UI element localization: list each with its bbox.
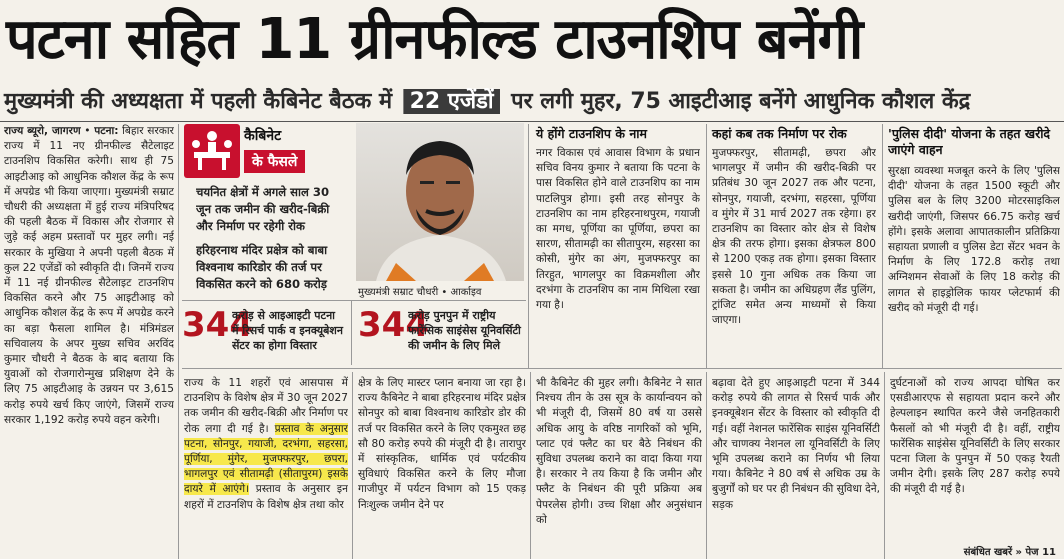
fact-text: करोड़ से आइआइटी पटना में रिसर्च पार्क व इनक्यूबेशन सेंटर का होगा विस्तार [232, 309, 343, 352]
related-news-link[interactable]: संबंधित खबरें » पेज 11 [963, 547, 1056, 558]
body-column: भी कैबिनेट की मुहर लगी। कैबिनेट ने सात निश्चय तीन के उस सूत्र के कार्यान्वयन को भी मंजूरी दी, जिसमें 80 वर्ष या उससे अधिक आयु के वरिष्ठ नागरिकों को भूमि, प्लाट एवं फ्लैट का घर बैठे निबंधन की सुविधा उपलब्ध कराने का वादा किया गया है। सरकार ने तय किया है कि जमीन और फ्लैट के निबंधन की पूरी प्रक्रिया अब पेपरलेस होगी। उच्च शिक्षा और अनुसंधान को [536, 377, 702, 526]
subhead-before: मुख्यमंत्री की अध्यक्षता में पहली कैबिनेट बैठक में [3, 89, 393, 114]
dateline: पटना: [94, 125, 119, 137]
body-column: क्षेत्र के लिए मास्टर प्लान बनाया जा रहा है। राज्य कैबिनेट ने बाबा हरिहरनाथ मंदिर प्रक्षेत्र सोनपुर को बाबा विश्वनाथ कारिडोर डोर की तर्ज पर विकसित करने के लिए एकमुश्त छह सौ 80 करोड़ रुपये की मंजूरी दी है। तारापुर में सांस्कृतिक, धार्मिक एवं पर्यटकीय सुविधाएं विकसित करने के लिए मौजा गाजीपुर में पर्यटन विभाग को 15 एकड़ निःशुल्क जमीन देने पर [358, 377, 526, 511]
cabinet-meeting-icon [184, 124, 240, 178]
body-column [184, 376, 348, 559]
highlighted-text: प्रस्ताव के अनुसार पटना, सोनपुर, गयाजी, दरभंगा, सहरसा, पूर्णिया, मुंगेर, मुजफ्फरपुर, छपरा, भागलपुर एवं सीतामढ़ी (सीतापुरम) इसके दायरे में आएंगे। [184, 422, 348, 496]
body-text: प्रस्ताव के अनुसार इन शहरों में टाउनशिप के विशेष क्षेत्र तथा कोर [184, 483, 348, 511]
lead-article-column: राज्य ब्यूरो, जागरण • पटना: बिहार सरकार राज्य में 11 नए ग्रीनफील्ड सैटेलाइट टाउनशिप विकसित करेगी। साथ ही 75 आइटीआइ को आधुनिक कौशल केंद्र के रूप में अपग्रेड भी किया जाएगा। मुख्यमंत्री सम्राट चौधरी की अध्यक्षता में हुई राज्य मंत्रिपरिषद की पहली बैठक में विकास और रोजगार से जुड़े कई अहम प्रस्तावों पर मुहर लगी। नई सरकार के मुखिया ने अपनी पहली बैठक में कुल 22 एजेंडों को स्वीकृति दी। जिनमें राज्य में 11 नई ग्रीनफील्ड सैटेलाइट टाउनशिप विकसित करने और 75 आइटीआइ को आधुनिक कौशल केंद्र के रूप में अपग्रेड करने का बड़ा फैसला शामिल है। मंत्रिमंडल सचिवालय के अपर मुख्य सचिव अरविंद कुमार चौधरी ने बैठक के बाद बताया कि युवाओं को रोजगारोन्मुख प्रशिक्षण देने के लिए 75 आइटीआइ के उन्नयन पर 3,615 करोड़ रुपये खर्च किए जाएंगे, जिसमें राज्य सरकार 1,192 करोड़ रुपये वहन करेगी। [4, 125, 174, 426]
township-names-heading: ये होंगे टाउनशिप के नाम [536, 126, 647, 141]
cabinet-bullet: ■ चयनित क्षेत्रों में अगले साल 30 जून तक जमीन की खरीद-बिक्री और निर्माण पर रहेगी रोक [196, 184, 346, 236]
restriction-text: मुजफ्फरपुर, सीतामढ़ी, छपरा और भागलपुर में जमीन की खरीद-बिक्री पर प्रतिबंध 30 जून 2027 तक और पटना, सोनपुर, गयाजी, दरभंगा, सहरसा, पूर्णिया व मुंगेर में 31 मार्च 2027 तक रहेगा। हर टाउनशिप का विस्तार कोर क्षेत्र से विशेष क्षेत्र की तरफ होगा। इसका क्षेत्रफल 800 से 1200 एकड़ तक होगा। इसका विस्तार इससे 10 गुना अधिक तक किया जा सकता है। जमीन का अधिग्रहण लैंड पुलिंग, ट्रांजिट समेत अन्य माध्यमों से किया जाएगा। [712, 147, 876, 327]
body-text: राज्य के 11 शहरों एवं आसपास में टाउनशिप के विशेष क्षेत्र में 30 जून 2027 तक जमीन की खरीद-बिक्री और निर्माण पर रोक लगा दी गई है। [184, 377, 348, 435]
subhead-after: पर लगी मुहर, 75 आइटीआइ बनेंगे आधुनिक कौशल केंद्र [511, 89, 971, 114]
police-didi-text: सुरक्षा व्यवस्था मजबूत करने के लिए 'पुलिस दीदी' योजना के तहत 1500 स्कूटी और पुलिस बल के लिए 3200 मोटरसाइकिल खरीदी जाएंगी, जिसपर 66.75 करोड़ खर्च होंगे। इसके अलावा आपातकालीन प्रतिक्रिया सहायता प्रणाली व पुलिस डेटा सेंटर भवन के निर्माण के लिए 172.8 करोड़ तथा अग्निशमन सेवाओं के लिए 18 करोड़ की लागत से हाइड्रोलिक फायर प्लेटफार्म की खरीद को मंजूरी दी गई। [888, 165, 1060, 314]
cabinet-decisions-label [184, 124, 344, 180]
subhead-highlight-box: 22 एजेंडों [404, 89, 500, 114]
restriction-heading: कहां कब तक निर्माण पर रोक [712, 126, 847, 141]
cabinet-label: कैबिनेट [244, 128, 282, 144]
fact-text: करोड़ पुनपुन में राष्ट्रीय फारेंसिक साइंसेस यूनिवर्सिटी की जमीन के लिए मिले [408, 309, 521, 352]
photo-caption: मुख्यमंत्री सम्राट चौधरी • आर्काइव [358, 287, 482, 298]
fact-amount: 344 [358, 305, 429, 345]
cabinet-bullet: ■ हरिहरनाथ मंदिर प्रक्षेत्र को बाबा विश्वनाथ कारिडोर की तर्ज पर विकसित करने को 680 करोड़ [196, 242, 346, 294]
body-column: बढ़ावा देते हुए आइआइटी पटना में 344 करोड़ रुपये की लागत से रिसर्च पार्क और इनक्यूबेशन सेंटर के विस्तार को स्वीकृति दी गई। वहीं नेशनल फारेंसिक साइंस यूनिवर्सिटी और चाणक्य नेशनल ला यूनिवर्सिटी के लिए भूमि उपलब्ध कराने का निर्णय भी लिया गया। कैबिनेट ने 80 वर्ष से अधिक उम्र के बुजुर्गों को घर पर ही निबंधन की सुविधा देने, सड़क [712, 377, 880, 511]
chief-minister-photo [356, 123, 524, 281]
township-names-text: नगर विकास एवं आवास विभाग के प्रधान सचिव विनय कुमार ने बताया कि पटना के पास विकसित होने वाले टाउनशिप का नाम पाटलिपुत्र होगा। इसी तरह सोनपुर के टाउनशिप का नाम हरिहरनाथपुरम, गयाजी का मगध, पूर्णिया का पूर्णिया, छपरा का सारण, सीतामढ़ी का सीतापुरम, सहरसा का कोसी, मुंगेर का अंग, मुजफ्फरपुर का तिरहुत, भागलपुर का विक्रमशीला और दरभंगा के टाउनशिप का नाम मिथिला रखा गया है। [536, 147, 700, 312]
headline: पटना सहित 11 ग्रीनफील्ड टाउनशिप बनेंगी [5, 7, 863, 72]
byline: राज्य ब्यूरो, जागरण [4, 125, 81, 137]
subheadline [0, 84, 1060, 120]
lead-text: बिहार सरकार राज्य में 11 नए ग्रीनफील्ड सैटेलाइट टाउनशिप विकसित करेगी। साथ ही 75 आइटीआइ को आधुनिक कौशल केंद्र के रूप में अपग्रेड भी किया जाएगा। मुख्यमंत्री सम्राट चौधरी की अध्यक्षता में हुई राज्य मंत्रिपरिषद की पहली बैठक में विकास और रोजगार से जुड़े कई अहम प्रस्तावों पर मुहर लगी। नई सरकार के मुखिया ने अपनी पहली बैठक में कुल 22 एजेंडों को स्वीकृति दी। जिनमें राज्य में 11 नई ग्रीनफील्ड सैटेलाइट टाउनशिप विकसित करने और 75 आइटीआइ को आधुनिक कौशल केंद्र के रूप में अपग्रेड करने का बड़ा फैसला शामिल है। मंत्रिमंडल सचिवालय के अपर मुख्य सचिव अरविंद कुमार चौधरी ने बैठक के बाद बताया कि युवाओं को रोजगारोन्मुख प्रशिक्षण देने के लिए 75 आइटीआइ के उन्नयन पर 3,615 करोड़ रुपये खर्च किए जाएंगे, जिसमें राज्य सरकार 1,192 करोड़ रुपये वहन करेगी। [4, 125, 174, 426]
decisions-label: के फैसले [244, 150, 305, 173]
fact-amount: 344 [182, 305, 253, 345]
police-didi-heading: 'पुलिस दीदी' योजना के तहत खरीदे जाएंगे वाहन [888, 126, 1051, 157]
body-column: दुर्घटनाओं को राज्य आपदा घोषित कर एसडीआरएफ से सहायता प्रदान करने और हेल्पलाइन स्थापित करने जैसे जनहितकारी फैसलों को भी मंजूरी दी है। वहीं, राष्ट्रीय फारेंसिक साइंसेस यूनिवर्सिटी के लिए सरकार पटना जिला के पुनपुन में 50 एकड़ रैयती जमीन देगी। इसके लिए 287 करोड़ रुपये की मंजूरी दी गई है। [890, 377, 1060, 496]
